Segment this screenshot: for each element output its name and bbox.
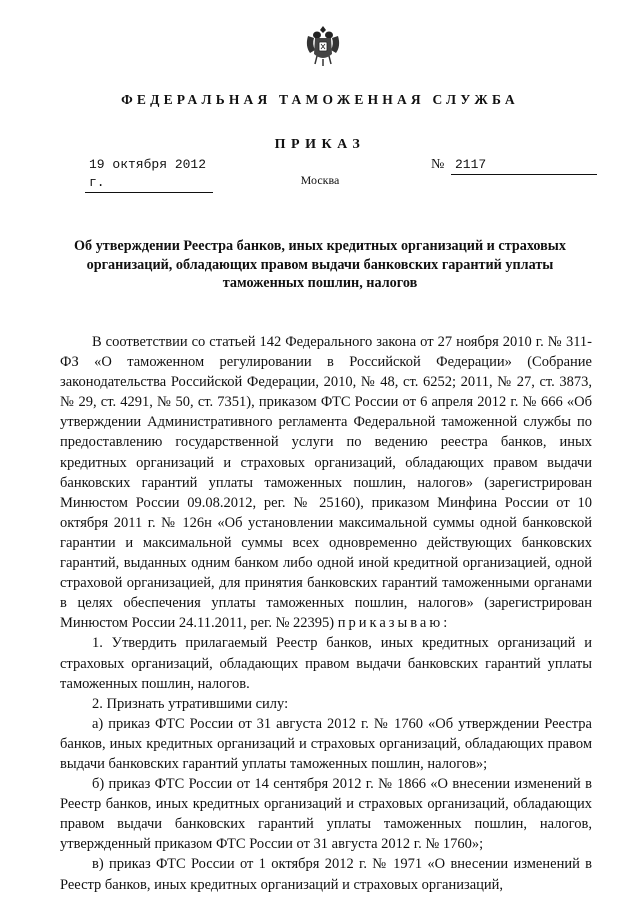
order-number: 2117	[451, 156, 597, 175]
document-body	[60, 332, 592, 895]
order-word: приказываю:	[337, 615, 451, 632]
item-2: 2. Признать утратившими силу:	[92, 695, 289, 712]
order-city: Москва	[300, 173, 340, 187]
order-date: 19 октября 2012 г.	[85, 156, 213, 193]
agency-name: ФЕДЕРАЛЬНАЯ ТАМОЖЕННАЯ СЛУЖБА	[121, 92, 519, 107]
preamble-paragraph	[60, 332, 592, 633]
preamble-text: В соответствии со статьей 142 Федерального закона от 27 ноября 2010 г. № 311-ФЗ «О таможенном регулировании в Российской Федерации» (Собрание законодательства Российской Федерации, 2010, № 48, ст. 6252; 2011, № 27, ст. 3873, № 29, ст. 4291, № 50, ст. 7351), приказом ФТС России от 6 апреля 2012 г. № 666 «Об утверждении Административного регламента Федеральной таможенной службы по предоставлению государственной услуги по ведению реестра банков, иных кредитных организаций и страховых организаций, обладающих правом выдачи банковских гарантий уплаты таможенных пошлин, налогов» (зарегистрирован Минюстом России 09.08.2012, рег. № 25160), приказом Минфина России от 10 октября 2011 г. № 126н «Об установлении максимальной суммы одной банковской гарантии и максимальной суммы всех одновременно действующих банковских гарантий, выданных одним банком либо одной иной кредитной организацией, одной страховой организацией, для принятия банковских гарантий таможенными органами в целях обеспечения уплаты таможенных пошлин, налогов» (зарегистрирован Минюстом России 24.11.2011, рег. № 22395)	[60, 334, 592, 632]
document-heading: Об утверждении Реестра банков, иных кредитных организаций и страховых организаций, обладающих правом выдачи банковских гарантий уплаты таможенных пошлин, налогов	[74, 238, 566, 291]
coat-of-arms-icon	[303, 22, 343, 68]
item-2a: а) приказ ФТС России от 31 августа 2012 г. № 1760 «Об утверждении Реестра банков, иных кредитных организаций и страховых организаций, обладающих правом выдачи банковских гарантий уплаты таможенных пошлин, налогов»;	[60, 715, 592, 772]
item-2b: б) приказ ФТС России от 14 сентября 2012 г. № 1866 «О внесении изменений в Реестр банков, иных кредитных организаций и страховых организаций, обладающих правом выдачи банковских гарантий уплаты таможенных пошлин, налогов, утвержденный приказом ФТС России от 31 августа 2012 г. № 1760»;	[60, 776, 592, 853]
order-number-sign: №	[431, 157, 445, 172]
item-2c: в) приказ ФТС России от 1 октября 2012 г. № 1971 «О внесении изменений в Реестр банков, иных кредитных организаций и страховых организаций,	[60, 856, 592, 893]
item-1: 1. Утвердить прилагаемый Реестр банков, иных кредитных организаций и страховых организаций, обладающих правом выдачи банковских гарантий уплаты таможенных пошлин, налогов.	[60, 635, 592, 692]
order-title: ПРИКАЗ	[274, 137, 366, 152]
